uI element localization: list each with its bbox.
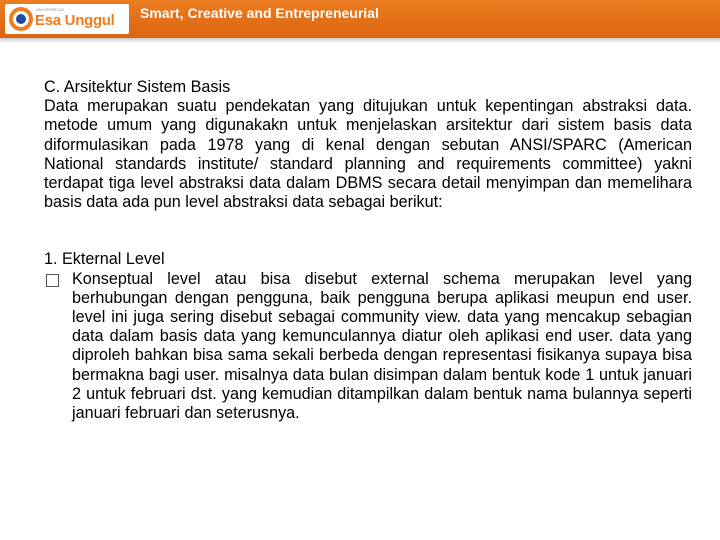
- intro-paragraph: Data merupakan suatu pendekatan yang ditujukan untuk kepentingan abstraksi data. metode umum yang digunakakn untuk menjelaskan arsitektur dari sistem basis data diformulasikan pada 1978 yang di kenal dengan sebutan ANSI/SPARC (American National standards institute/ standard planning and requirements committee) yakni terdapat tiga level abstraksi data dalam DBMS secara detail menyimpan dan memelihara basis data ada pun level abstraksi data sebagai berikut:: [44, 97, 692, 212]
- bullet-marker: [44, 270, 72, 424]
- logo-prefix: UNIVERSITAS: [36, 7, 65, 12]
- header-tagline: Smart, Creative and Entrepreneurial: [140, 5, 379, 21]
- checkbox-icon: [46, 274, 59, 287]
- section-heading: 1. Ekternal Level: [44, 250, 165, 269]
- paragraph-spacer: [44, 212, 692, 250]
- header-bar: [0, 0, 720, 38]
- logo-emblem-icon: [8, 6, 34, 32]
- header-shadow: [0, 38, 720, 43]
- slide-heading: C. Arsitektur Sistem Basis: [44, 78, 231, 96]
- logo-name: Esa Unggul: [35, 12, 115, 29]
- university-logo: [5, 4, 129, 34]
- list-item: [44, 270, 692, 424]
- slide-content: [44, 78, 692, 423]
- bullet-text: Konseptual level atau bisa disebut external schema merupakan level yang berhubungan dengan pengguna, baik pengguna berupa aplikasi meupun end user. level ini juga sering disebut sebagai community view. data yang mencakup sebagian data dalam basis data yang kemunculannya diatur oleh aplikasi end user. data yang diproleh bahkan bisa sama sekali berbeda dengan representasi fisikanya supaya bisa bermakna bagi user. misalnya data bulan disimpan dalam bentuk kode 1 untuk januari 2 untuk februari dst. yang kemudian ditampilkan dalam bentuk nama bulannya seperti januari februari dan seterusnya.: [72, 269, 692, 423]
